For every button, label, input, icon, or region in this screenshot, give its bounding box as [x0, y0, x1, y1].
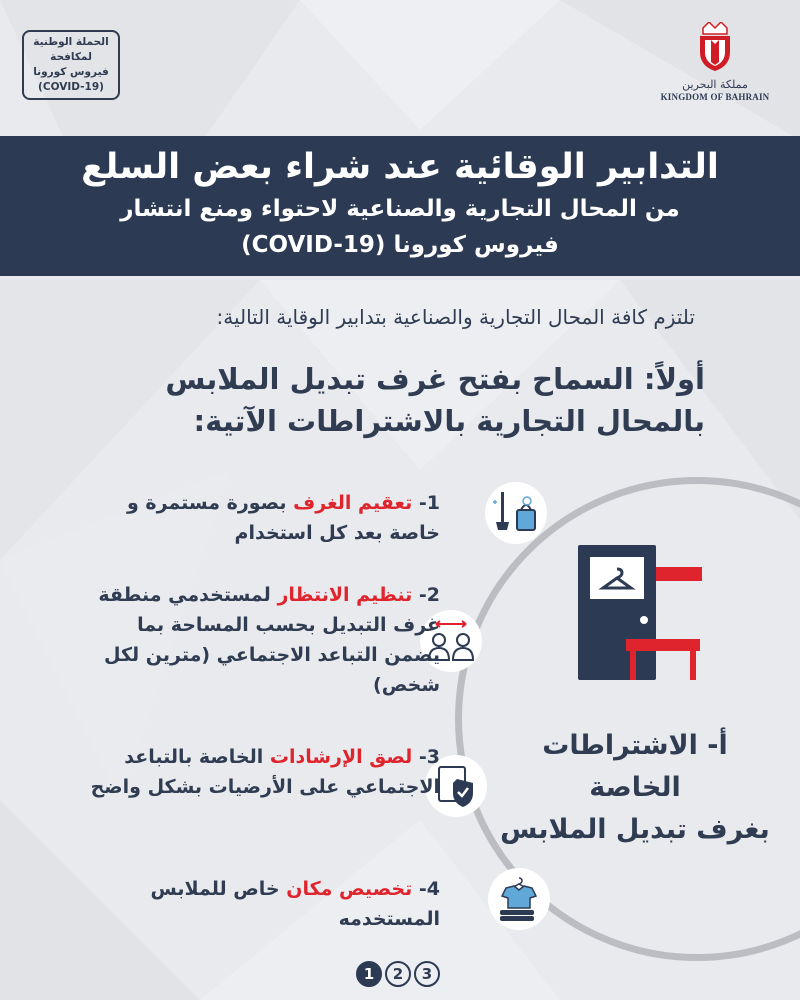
- item-highlight: تعقيم الغرف: [293, 492, 413, 514]
- item-number: 2-: [418, 584, 440, 606]
- item-text: بصورة مستمرة و خاصة بعد كل استخدام: [126, 492, 440, 544]
- campaign-badge-line: (COVID-19): [38, 81, 104, 93]
- item-number: 1-: [418, 492, 440, 514]
- campaign-badge-line: فيروس كورونا: [33, 66, 109, 78]
- page-dot-1[interactable]: 1: [356, 961, 382, 987]
- intro-text: تلتزم كافة المحال التجارية والصناعية بتدابير الوقاية التالية:: [216, 305, 695, 329]
- campaign-badge-line: الحملة الوطنية: [33, 36, 109, 48]
- cleaning-supplies-icon: [491, 488, 541, 538]
- list-item: [90, 488, 440, 548]
- government-logo: [660, 22, 770, 107]
- campaign-badge-line: لمكافحة: [50, 51, 92, 63]
- page-subtitle-line2: فيروس كورونا (COVID-19): [241, 232, 559, 258]
- section-heading-line2: بالمحال التجارية بالاشتراطات الآتية:: [193, 404, 705, 438]
- section-heading-line1: أولاً: السماح بفتح غرف تبديل الملابس: [165, 362, 705, 396]
- list-item: [90, 580, 440, 700]
- campaign-badge: [22, 30, 120, 100]
- coat-of-arms-icon: [695, 22, 735, 72]
- page-indicator: [356, 961, 443, 989]
- item-number: 3-: [418, 746, 440, 768]
- list-item: [90, 742, 440, 802]
- page-dot-2[interactable]: 2: [385, 961, 411, 987]
- item-text: لمستخدمي منطقة غرف التبديل بحسب المساحة بما يضمن التباعد الاجتماعي (مترين لكل شخص): [98, 584, 440, 696]
- subsection-heading-line1: أ- الاشتراطات الخاصة: [542, 730, 728, 803]
- item-text: الخاصة بالتباعد الاجتماعي على الأرضيات بشكل واضح: [90, 746, 440, 798]
- title-banner: [0, 136, 800, 276]
- clothes-icon-circle: [488, 868, 550, 930]
- subsection-heading-line2: بغرف تبديل الملابس: [500, 814, 770, 845]
- page-subtitle-line1: من المحال التجارية والصناعية لاحتواء ومنع انتشار: [120, 196, 680, 222]
- country-english-name: KINGDOM OF BAHRAIN: [660, 92, 770, 102]
- fitting-room-illustration: [570, 545, 705, 680]
- subsection-heading: [500, 725, 770, 851]
- item-number: 4-: [418, 878, 440, 900]
- clothes-stack-icon: [494, 874, 544, 924]
- page-title: التدابير الوقائية عند شراء بعض السلع: [81, 147, 719, 187]
- page-dot-3[interactable]: 3: [414, 961, 440, 987]
- country-arabic-name: مملكة البحرين: [682, 78, 748, 91]
- item-highlight: تخصيص مكان: [286, 878, 413, 900]
- item-highlight: تنظيم الانتظار: [277, 584, 413, 606]
- item-highlight: لصق الإرشادات: [269, 746, 413, 768]
- section-heading: [65, 358, 705, 442]
- cleaning-icon-circle: [485, 482, 547, 544]
- list-item: [90, 874, 440, 934]
- item-text: خاص للملابس المستخدمه: [150, 878, 440, 930]
